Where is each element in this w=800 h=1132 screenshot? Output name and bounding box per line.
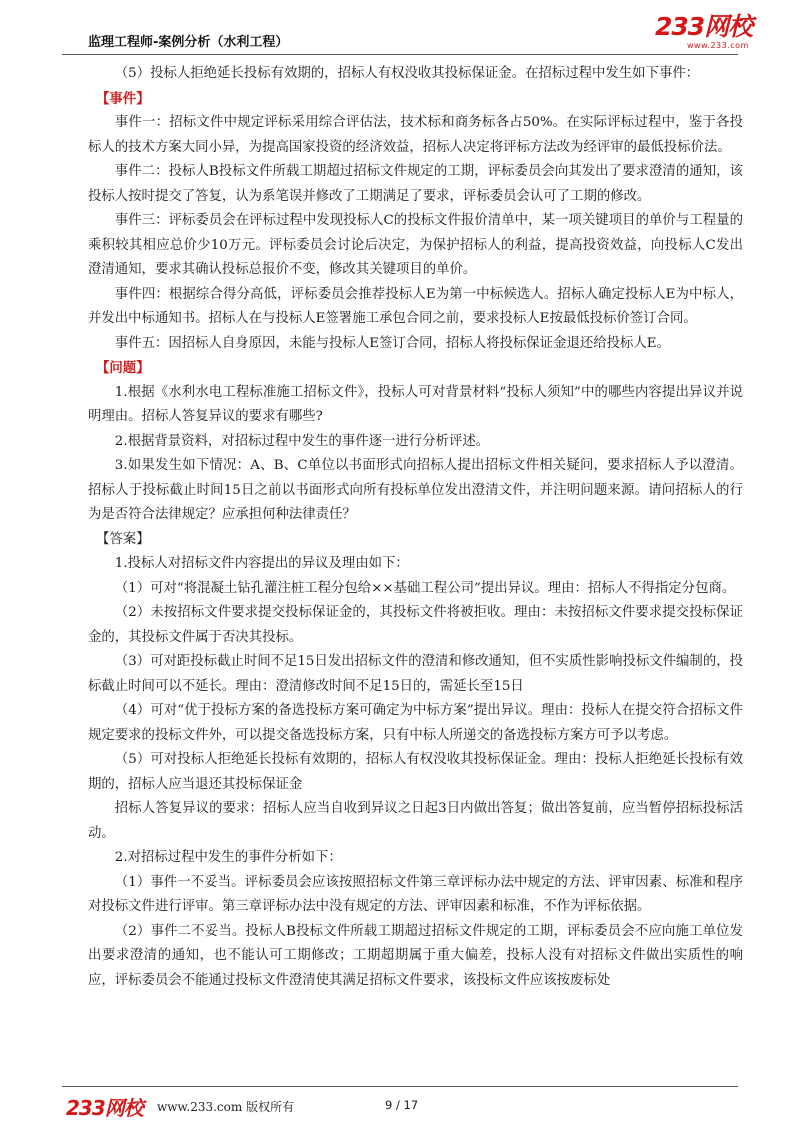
paragraph: 招标人答复异议的要求：招标人应当自收到异议之日起3日内做出答复；做出答复前，应当暂停招标投标活动。 xyxy=(88,801,743,841)
brand-logo-text: 233网校 xyxy=(655,12,753,41)
section-heading: 【问题】 xyxy=(96,360,150,376)
paragraph: 3.如果发生如下情况：A、B、C单位以书面形式向招标人提出招标文件相关疑问，要求招标人予以澄清。招标人于投标截止时间15日之前以书面形式向所有投标单位发出澄清文件，并注明问题来源。请问招标人的行为是否符合法律规定？应承担何种法律责任？ xyxy=(88,458,743,522)
paragraph: 2.根据背景资料，对招标过程中发生的事件逐一进行分析评述。 xyxy=(114,433,490,449)
paragraph: （5）可对投标人拒绝延长投标有效期的，招标人有权没收其投标保证金。理由：投标人拒绝延长投标有效期的，招标人应当退还其投标保证金 xyxy=(88,752,743,792)
paragraph: （1）可对“将混凝土钻孔灌注桩工程分包给××基础工程公司”提出异议。理由：招标人不得指定分包商。 xyxy=(114,580,736,596)
paragraph: 事件三：评标委员会在评标过程中发现投标人C的投标文件报价清单中，某一项关键项目的单价与工程量的乘积较其相应总价少10万元。评标委员会讨论后决定，为保护招标人的利益，提高投资效益，向投标人C发出澄清通知，要求其确认投标总报价不变，修改其关键项目的单价。 xyxy=(88,213,743,277)
footer-divider xyxy=(62,1086,738,1087)
paragraph: （2）事件二不妥当。投标人B投标文件所载工期超过招标文件规定的工期，评标委员会不应向施工单位发出要求澄清的通知，也不能认可工期修改；工期超期属于重大偏差，投标人没有对招标文件做出实质性的响应，评标委员会不能通过投标文件澄清使其满足招标文件要求，该投标文件应该按废标处 xyxy=(88,923,743,988)
paragraph: （3）可对距投标截止时间不足15日发出招标文件的澄清和修改通知，但不实质性影响投标文件编制的，投标截止时间可以不延长。理由：澄清修改时间不足15日的，需延长至15日 xyxy=(88,654,743,694)
page-number: 9 / 17 xyxy=(385,1098,419,1112)
section-heading: 【答案】 xyxy=(96,531,150,547)
footer-copyright: www.233.com 版权所有 xyxy=(157,1100,295,1114)
paragraph: 1.根据《水利水电工程标准施工招标文件》，投标人可对背景材料“投标人须知”中的哪些内容提出异议并说明理由。招标人答复异议的要求有哪些? xyxy=(88,384,743,424)
paragraph: （2）未按招标文件要求提交投标保证金的，其投标文件将被拒收。理由：未按招标文件要求提交投标保证金的，其投标文件属于否决其投标。 xyxy=(88,605,743,645)
paragraph: （1）事件一不妥当。评标委员会应该按照招标文件第三章评标办法中规定的方法、评审因素、标准和程序对投标文件进行评审。第三章评标办法中没有规定的方法、评审因素和标准，不作为评标依据。 xyxy=(88,874,743,914)
paragraph: 事件一：招标文件中规定评标采用综合评估法，技术标和商务标各占50%。在实际评标过程中，鉴于各投标人的技术方案大同小异，为提高国家投资的经济效益，招标人决定将评标方法改为经评审的最低投标价法。 xyxy=(88,115,743,155)
paragraph: （5）投标人拒绝延长投标有效期的，招标人有权没收其投标保证金。在招标过程中发生如下事件： xyxy=(114,66,700,81)
section-heading: 【事件】 xyxy=(96,90,150,107)
brand-logo xyxy=(655,14,755,54)
footer-logo: 233网校 xyxy=(66,1096,143,1120)
paragraph: （4）可对“优于投标方案的备选投标方案可确定为中标方案”提出异议。理由：投标人在提交符合招标文件规定要求的投标文件外，可以提交备选投标方案，只有中标人所递交的备选投标方案方可予以考虑。 xyxy=(88,703,743,743)
document-body xyxy=(88,62,743,993)
paragraph: 1.投标人对招标文件内容提出的异议及理由如下： xyxy=(114,556,409,571)
paragraph: 事件二：投标人B投标文件所载工期超过招标文件规定的工期，评标委员会向其发出了要求澄清的通知，该投标人按时提交了答复，认为系笔误并修改了工期满足了要求，评标委员会认可了工期的修改。 xyxy=(88,164,743,204)
paragraph: 事件五：因招标人自身原因，未能与投标人E签订合同，招标人将投标保证金退还给投标人E。 xyxy=(114,335,670,351)
brand-logo-url: www.233.com xyxy=(687,41,749,50)
paragraph: 事件四：根据综合得分高低，评标委员会推荐投标人E为第一中标候选人。招标人确定投标人E为中标人，并发出中标通知书。招标人在与投标人E签署施工承包合同之前，要求投标人E按最低投标价签订合同。 xyxy=(88,286,743,326)
document-header-title: 监理工程师-案例分析（水利工程） xyxy=(88,35,289,50)
header-divider xyxy=(62,54,738,55)
paragraph: 2.对招标过程中发生的事件分析如下： xyxy=(114,850,342,865)
